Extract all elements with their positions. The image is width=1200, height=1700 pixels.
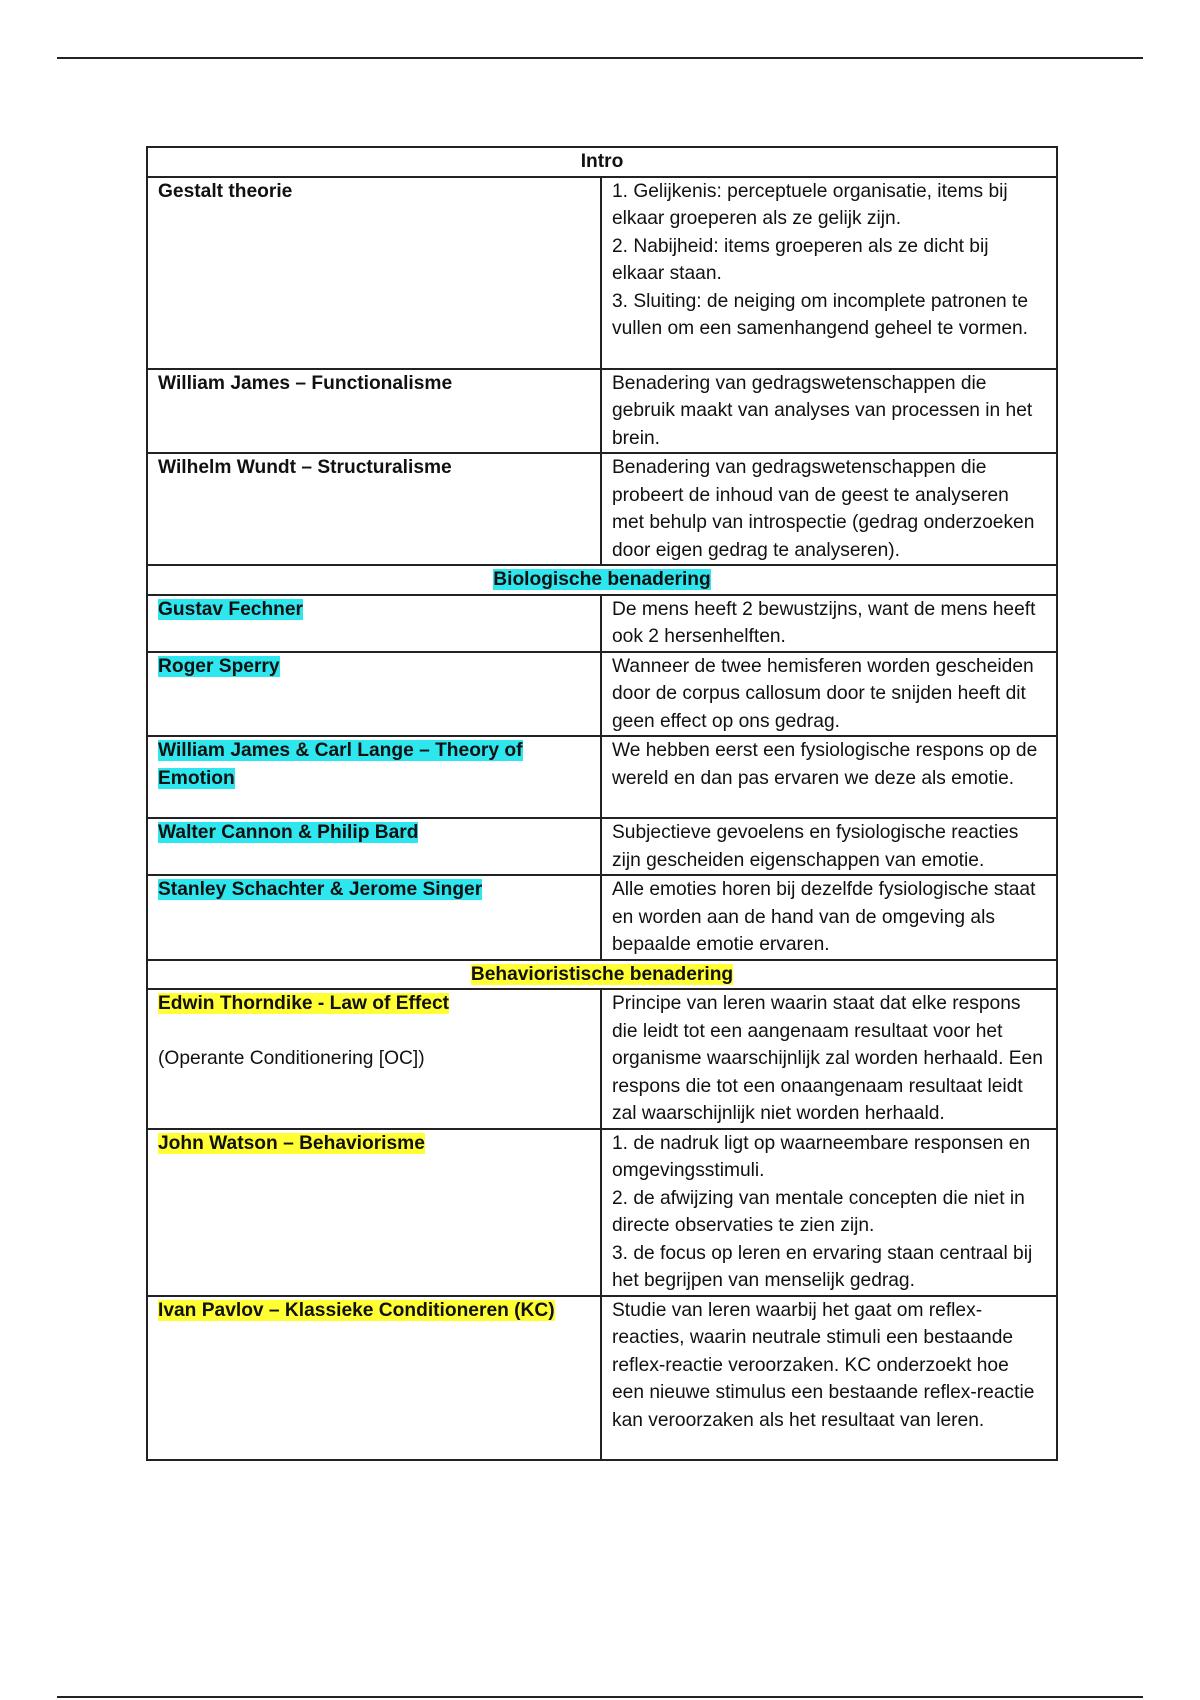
term-cell xyxy=(147,595,601,652)
term-label: Gestalt theorie xyxy=(158,180,293,202)
section-heading-bio xyxy=(147,565,1057,595)
footer-rule xyxy=(57,1696,1143,1698)
table-row xyxy=(147,989,1057,1129)
description-text: Benadering van gedragswetenschappen die gebruik maakt van analyses van processen in het brein. xyxy=(612,372,1033,449)
table-row xyxy=(147,1129,1057,1296)
section-row-bio xyxy=(147,565,1057,595)
term-label: Stanley Schachter & Jerome Singer xyxy=(158,879,483,900)
description-cell xyxy=(601,736,1057,818)
table-row xyxy=(147,177,1057,369)
table-row xyxy=(147,1296,1057,1460)
term-label: Ivan Pavlov – Klassieke Conditioneren (KC) xyxy=(158,1299,555,1321)
list-item: 1. Gelijkenis: perceptuele organisatie, items bij elkaar groeperen als ze gelijk zijn. xyxy=(612,180,1008,229)
description-cell xyxy=(601,595,1057,652)
description-cell xyxy=(601,989,1057,1129)
description-cell xyxy=(601,652,1057,737)
term-label: Edwin Thorndike - Law of Effect xyxy=(158,993,450,1014)
table-row xyxy=(147,875,1057,960)
description-cell xyxy=(601,818,1057,875)
term-cell xyxy=(147,1296,601,1460)
list-item: 2. de afwijzing van mentale concepten die niet in directe observaties te zien zijn. xyxy=(612,1187,1025,1236)
term-cell xyxy=(147,989,601,1129)
list-item: 1. de nadruk ligt op waarneembare responsen en omgevingsstimuli. xyxy=(612,1132,1031,1181)
list-item: 2. Nabijheid: items groeperen als ze dicht bij elkaar staan. xyxy=(612,235,989,284)
term-cell xyxy=(147,177,601,369)
table-row xyxy=(147,369,1057,454)
term-subtitle: (Operante Conditionering [OC]) xyxy=(158,1048,425,1069)
section-label: Behavioristische benadering xyxy=(470,963,734,985)
list-item: 3. de focus op leren en ervaring staan centraal bij het begrijpen van menselijk gedrag. xyxy=(612,1242,1033,1291)
description-cell xyxy=(601,875,1057,960)
description-text: Principe van leren waarin staat dat elke respons die leidt tot een aangenaam resultaat voor het organisme waarschijnlijk zal worden herhaald. Een respons die tot een onaangenaam resultaat leidt zal waarschijnlijk niet worden herhaald. xyxy=(612,993,1043,1124)
table-row xyxy=(147,595,1057,652)
term-cell xyxy=(147,652,601,737)
table-row xyxy=(147,453,1057,565)
term-cell xyxy=(147,875,601,960)
description-cell xyxy=(601,453,1057,565)
term-cell xyxy=(147,369,601,454)
table-row xyxy=(147,818,1057,875)
table-row xyxy=(147,652,1057,737)
description-text: Wanneer de twee hemisferen worden gescheiden door de corpus callosum door te snijden heeft dit geen effect op ons gedrag. xyxy=(612,655,1034,732)
section-row-behav xyxy=(147,960,1057,990)
term-cell xyxy=(147,453,601,565)
description-text: We hebben eerst een fysiologische respons op de wereld en dan pas ervaren we deze als emotie. xyxy=(612,740,1038,789)
term-label: Walter Cannon & Philip Bard xyxy=(158,822,419,843)
list-item: 3. Sluiting: de neiging om incomplete patronen te vullen om een samenhangend geheel te vormen. xyxy=(612,290,1029,339)
description-cell xyxy=(601,177,1057,369)
term-cell xyxy=(147,736,601,818)
section-row-intro xyxy=(147,147,1057,177)
term-label: Roger Sperry xyxy=(158,655,280,677)
description-cell xyxy=(601,1296,1057,1460)
term-label: Gustav Fechner xyxy=(158,598,304,620)
table-row xyxy=(147,736,1057,818)
term-label: John Watson – Behaviorisme xyxy=(158,1132,425,1154)
section-heading-intro xyxy=(147,147,1057,177)
header-rule xyxy=(57,57,1143,59)
description-cell xyxy=(601,1129,1057,1296)
description-cell xyxy=(601,369,1057,454)
term-cell xyxy=(147,1129,601,1296)
section-label: Intro xyxy=(580,151,624,172)
description-text: Benadering van gedragswetenschappen die probeert de inhoud van de geest te analyseren met behulp van introspectie (gedrag onderzoeken door eigen gedrag te analyseren). xyxy=(612,457,1035,561)
description-text: Studie van leren waarbij het gaat om reflex-reacties, waarin neutrale stimuli een bestaande reflex-reactie veroorzaken. KC onderzoekt hoe een nieuwe stimulus een bestaande reflex-reactie kan veroorzaken als het resultaat van leren. xyxy=(612,1299,1035,1431)
term-label: Wilhelm Wundt – Structuralisme xyxy=(158,457,452,478)
description-text: Alle emoties horen bij dezelfde fysiologische staat en worden aan de hand van de omgeving als bepaalde emotie ervaren. xyxy=(612,879,1036,955)
term-cell xyxy=(147,818,601,875)
notes-table xyxy=(146,146,1058,1461)
term-label: William James – Functionalisme xyxy=(158,372,453,394)
section-label: Biologische benadering xyxy=(493,569,711,590)
term-label: William James & Carl Lange – Theory of Emotion xyxy=(158,740,523,789)
description-text: Subjectieve gevoelens en fysiologische reacties zijn gescheiden eigenschappen van emotie. xyxy=(612,822,1019,871)
section-heading-behav xyxy=(147,960,1057,990)
description-text: De mens heeft 2 bewustzijns, want de mens heeft ook 2 hersenhelften. xyxy=(612,598,1036,647)
